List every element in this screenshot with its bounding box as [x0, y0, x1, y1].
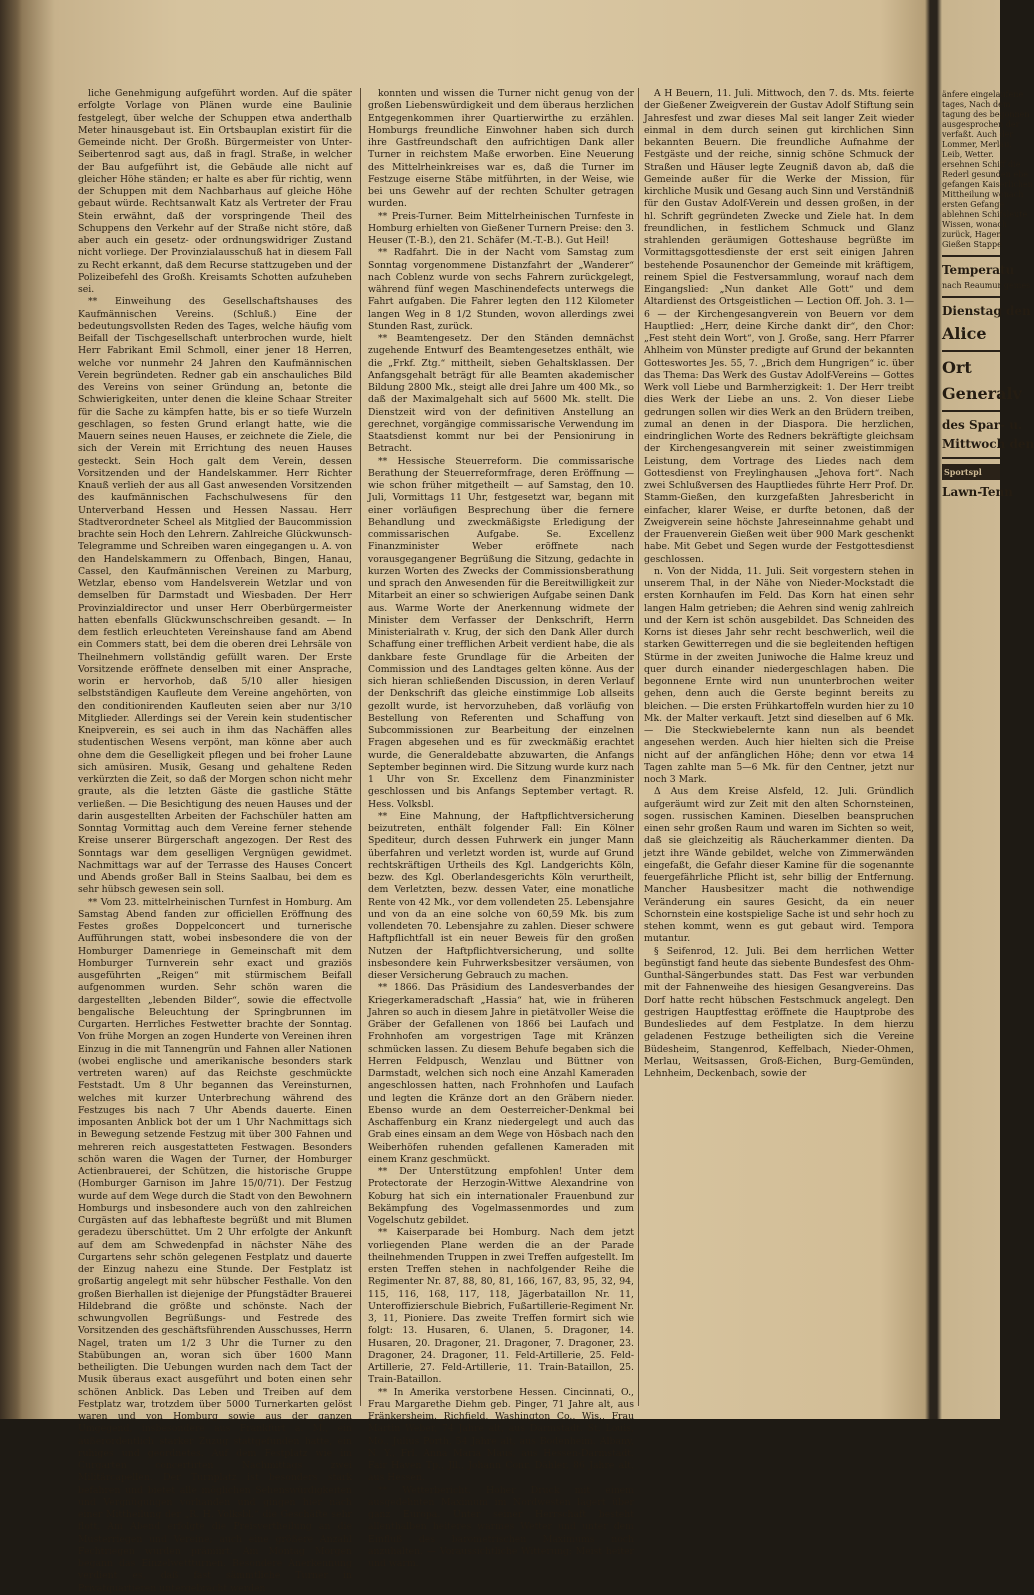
strip-line: ersehnen Schiff die [942, 160, 1021, 169]
strip-line: nach Reaumur gemes [942, 281, 1031, 290]
strip-line: ablehnen Schifsleute [942, 210, 1028, 219]
article-steuerreform: ** Hessische Steuerreform. Die commissarische Berathung der Steuerreformfrage, deren Eröffnung — wie schon früher mitgetheilt — auf Samstag, den 10. Juli, Vormittags 11 Uhr, festgesetzt war, begann mit einer vorläufigen Besprechung über die fernere Behandlung und zweckmäßigste Erledigung der commissarischen Aufgabe. Se. Excellenz Finanzminister Weber eröffnete nach vorausgegangener Begrüßung die Sitzung, gedachte in kurzen Worten des Zwecks der Commissionsberathung und sprach den Anwesenden für die Bereitwilligkeit zur Mitarbeit an einer so schwierigen Aufgabe seinen Dank aus. Warme Worte der Anerkennung widmete der Minister dem Verfasser der Denkschrift, Herrn Ministerialrath v. Krug, der sich den Dank Aller durch Schaffung einer trefflichen Arbeit verdient habe, die als dankbare feste Grundlage für die Arbeiten der Commission und des Landtages gelten könne. Aus der sich hieran schließenden Discussion, in deren Verlauf der Denkschrift das gleiche einstimmige Lob allseits gezollt wurde, ist hervorzuheben, daß vorläufig von Bestellung von Referenten und Schaffung von Subcommissionen zur Bearbeitung der einzelnen Fragen abgesehen und es für zweckmäßig erachtet wurde, die Generaldebatte abzuwarten, die Anfangs September beginnen wird. Die Sitzung wurde kurz nach 1 Uhr von Sr. Excellenz dem Finanzminister geschlossen und bis Anfangs September vertagt. R. Hess. Volksbl. [368, 455, 634, 810]
strip-line: Mittheilung wonach [942, 190, 1024, 199]
article-unterstuetzung: ** Der Unterstützung empfohlen! Unter dem Protectorate der Herzogin-Wittwe Alexandrine von Koburg hat sich ein internationaler Frauenbund zur Bekämpfung des Vogelmassenmordes und zum Vogelschutz gebildet. [368, 1166, 634, 1226]
strip-heading: Temperatu [942, 263, 1015, 277]
article-amerika: ** In Amerika verstorbene Hessen. Cincinnati, O., Frau Margarethe Diehm geb. Pinger, 71 Jahre alt, aus Fränkersheim. Richfield, Washington Co., Wis., Frau Martin Weber, 74 Jahre alt, aus Darmstadt. St. Louis, Mo., Julius Porth, 54 Jahre alt, aus Bodenheim. Albany, N. Y., Frl. Anna Maria Maus, aus Hessen-Darmstadt. Fair Haven Tp., Jll., Johann Conr. Dähler, 86 Jahre alt, aus Hessen. [368, 1386, 634, 1484]
strip-divider [942, 350, 1000, 352]
article-wetterbericht: ** Wetterbericht. Hoher Druck mit einem ausgedehnten Maximum im Nordwesten lagert über ganz Europa. Unter seiner Herrschaft besteht allenthalben heiteres warmes Wetter und unter dem Einfluß des barometrischen Maximums noch anzuhalten. — Voraussichtliche Witterung: Meist heiter und warm. [368, 1484, 634, 1569]
strip-line: Leib, Wetter. [942, 150, 994, 159]
strip-line: tagung des begonnen [942, 110, 1030, 119]
strip-heading: Ort [942, 358, 972, 377]
article-preis-turner: ** Preis-Turner. Beim Mittelrheinischen Turnfeste in Homburg erhielten von Gießener Turnern Preise: den 3. Heuser (T.-B.), den 21. Schäfer (M.-T.-B.). Gut Heil! [368, 210, 634, 246]
strip-heading: Sportspl [942, 464, 1000, 480]
article-beamtengesetz: ** Beamtengesetz. Der den Ständen demnächst zugehende Entwurf des Beamtengesetzes enthält, wie die „Frkf. Ztg.“ mittheilt, sieben Gehaltsklassen. Der Anfangsgehalt beträgt für alle Beamten akademischer Bildung 2800 Mk., steigt alle drei Jahre um 400 Mk., so daß der Maximalgehalt sich auf 5600 Mk. stellt. Die Dienstzeit wird von der definitiven Anstellung an gerechnet, vorgängige commissarische Verwendung im Staatsdienst kommt nur bei der Pensionirung in Betracht. [368, 333, 634, 455]
book-binding-shadow [0, 0, 22, 1419]
strip-line: Wissen, wonach [942, 220, 1008, 229]
strip-heading: des Spar- u. [942, 418, 1023, 432]
strip-divider [942, 255, 1000, 257]
strip-line: gefangen Kaiserlichen [942, 180, 1033, 189]
strip-ad-name: Alice [942, 324, 987, 343]
column-right [644, 88, 914, 1406]
strip-line: Gießen Stappe [942, 240, 1002, 249]
article-mahnung: ** Eine Mahnung, der Haftpflichtversicherung beizutreten, enthält folgender Fall: Ein Kölner Spediteur, durch dessen Fuhrwerk ein junger Mann überfahren und verletzt worden ist, wurde auf Grund rechtskräftigen Urtheils des Kgl. Landgerichts Köln, bezw. des Kgl. Oberlandesgerichts Köln verurtheilt, dem Verletzten, bezw. dessen Vater, eine monatliche Rente von 42 Mk., vor dem vollendeten 25. Lebensjahre und von da an eine solche von 60,59 Mk. bis zum vollendeten 70. Lebensjahre zu zahlen. Dieser schwere Haftpflichtfall ist ein neuer Beweis für den großen Nutzen der Haftpflichtversicherung, und sollte insbesondere kein Fuhrwerksbesitzer versäumen, von dieser Versicherung Gebrauch zu machen. [368, 810, 634, 981]
strip-divider [942, 457, 1000, 459]
strip-divider [942, 296, 1000, 298]
strip-heading: Dienstag den [942, 304, 1031, 318]
strip-line: zurück, Hagen [942, 230, 1002, 239]
article-kaiserparade: ** Kaiserparade bei Homburg. Nach dem jetzt vorliegenden Plane werden die an der Parade theilnehmenden Truppen in zwei Treffen aufgestellt. Im ersten Treffen stehen in nachfolgender Reihe die Regimenter Nr. 87, 88, 80, 81, 166, 167, 83, 95, 32, 94, 115, 116, 168, 117, 118, Jägerbataillon Nr. 11, Unteroffizierschule Biebrich, Fußartillerie-Regiment Nr. 3, 11, Pioniere. Das zweite Treffen formirt sich wie folgt: 13. Husaren, 6. Ulanen, 5. Dragoner, 14. Husaren, 20. Dragoner, 21. Dragoner, 7. Dragoner, 23. Dragoner, 24. Dragoner, 11. Feld-Artillerie, 25. Feld-Artillerie, 27. Feld-Artillerie, 11. Train-Bataillon, 25. Train-Bataillon. [368, 1227, 634, 1386]
column-left [78, 88, 352, 1594]
strip-line: änfere eingelaufene [942, 90, 1024, 99]
article-turnfest-homburg: ** Vom 23. mittelrheinischen Turnfest in Homburg. Am Samstag Abend fanden zur officiellen Eröffnung des Festes großes Doppelconcert und turnerische Aufführungen statt, wobei insbesondere die von der Homburger Damenriege in Gemeinschaft mit dem Homburger Turnverein sehr exact und graziös ausgeführten „Reigen“ mit stürmischem Beifall aufgenommen wurden. Sehr schön waren die dargestellten „lebenden Bilder“, sowie die effectvolle bengalische Beleuchtung der Springbrunnen im Curgarten. Herrliches Festwetter brachte der Sonntag. Von frühe Morgen an zogen Hunderte von Vereinen ihren Einzug in die mit Tannengrün und Fahnen aller Nationen (wobei englische und amerikanische besonders stark vertreten waren) auf das Reichste geschmückte Feststadt. Um 8 Uhr begannen das Vereinsturnen, welches mit kurzer Unterbrechung während des Festzuges bis nach 7 Uhr Abends dauerte. Einen imposanten Anblick bot der um 1 Uhr Nachmittags sich in Bewegung setzende Festzug mit über 300 Fahnen und mehreren reich ausgestatteten Festwagen. Besonders schön waren die Wagen der Turner, der Homburger Actienbrauerei, der Schützen, die historische Gruppe (Homburger Garnison im Jahre 15/0/71). Der Festzug wurde auf dem Wege durch die Stadt von den Bewohnern Homburgs und insbesondere auch von den zahlreichen Curgästen auf das lebhafteste begrüßt und mit Blumen geradezu überschüttet. Um 2 Uhr erfolgte der Ankunft auf dem am Schwedenpfad in nächster Nähe des Curgartens sehr schön gelegenen Festplatz und dauerte der Einzug nahezu eine Stunde. Der Festplatz ist großartig angelegt mit sehr hübscher Festhalle. Von den großen Bierhallen ist diejenige der Pfungstädter Brauerei Hildebrand die größte und schönste. Nach der schwungvollen Begrüßungs- und Festrede des Vorsitzenden des geschäftsführenden Ausschusses, Herrn Nagel, traten um 1/2 3 Uhr die Turner zu den Stabübungen an, woran sich über 1600 Mann betheiligten. Die Uebungen wurden nach dem Tact der Musik überaus exact ausgeführt und boten einen sehr schönen Anblick. Das Leben und Treiben auf dem Festplatz war, trotzdem über 5000 Turnerkarten gelöst waren und von Homburg sowie aus der ganzen Umgegend, insbesondere aus Frankfurt a. M., ein außerordentlich starker Zuzug stattgefunden hatte, ein ruhiges und geordnetes. Auf dem Festplatz wie im Curgarten concertirten Nachmittags zwei Militärcapellen. Der Turnplatz ist besonders stark befahren und bietet alle möglichen Sehenswürdigkeiten und Vergnügungen vorhanden und gingen hier nach einer Mittheilung der „R. H. Volksbl.“ die Geschäfte sehr flott. Am Abend erfolgte die Preisvertheilung an die Musterriegen und Vereine; auch eine größere Anzahl Fechtriegen wurden prämiirt. Am Montag Morgen begann das Einzelwettturnen. Besondere Anerkennung verdient es, daß fast sämmtliche Turner in Privatquartieren untergebracht werden [78, 896, 352, 1594]
strip-heading: Generalv [942, 384, 1022, 403]
strip-line: ausgesprochen der [942, 120, 1020, 129]
column-middle [368, 88, 634, 1569]
adjacent-page-strip [942, 90, 1034, 1400]
article-nidda: n. Von der Nidda, 11. Juli. Seit vorgestern stehen in unserem Thal, in der Nähe von Nieder-Mockstadt die ersten Kornhaufen im Feld. Das Korn hat einen sehr langen Halm getrieben; die Aehren sind wenig zahlreich und der Kern ist schön ausgebildet. Das Schneiden des Korns ist dieses Jahr sehr recht beschwerlich, weil die starken Gewitterregen und die sie begleitenden heftigen Stürme in der zweiten Juniwoche die Halme kreuz und quer durch einander niedergeschlagen haben. Die begonnene Ernte wird nun ununterbrochen weiter gehen, denn auch die Gerste beginnt bereits zu bleichen. — Die ersten Frühkartoffeln wurden hier zu 10 Mk. der Malter verkauft. Jetzt sind dieselben auf 6 Mk. — Die Steckwiebelernte kann nun als beendet angesehen werden. Auch hier hielten sich die Preise nicht auf der anfänglichen Höhe; denn vor etwa 14 Tagen zahlte man 5—6 Mk. für den Centner, jetzt nur noch 3 Mark. [644, 565, 914, 785]
article-seifenrod: § Seifenrod, 12. Juli. Bei dem herrlichen Wetter begünstigt fand heute das siebente Bundesfest des Ohm-Gunthal-Sängerbundes statt. Das Fest war verbunden mit der Fahnenweihe des hiesigen Gesangvereins. Das Dorf hatte recht hübschen Festschmuck angelegt. Den gestrigen Hauptfesttag eröffnete die Hauptprobe des Bundesliedes auf dem Festplatze. In dem hierzu geladenen Festzuge betheiligten sich die Vereine Büdesheim, Stangenrod, Keffelbach, Nieder-Ohmen, Merlau, Weitsassen, Groß-Eichen, Burg-Gemünden, Lehnheim, Deckenbach, sowie der [644, 945, 914, 1079]
column-divider [638, 88, 639, 1406]
strip-divider [942, 410, 1000, 412]
strip-heading: Mittwoch den [942, 437, 1034, 451]
column-divider [360, 88, 361, 1406]
article-text: liche Genehmigung aufgeführt worden. Auf die später erfolgte Vorlage von Plänen wurde eine Baulinie festgelegt, über welche der Schuppen etwa anderthalb Meter hinausgebaut ist. Ein Ortsbauplan existirt für die Gemeinde nicht. Der Großh. Bürgermeister von Unter-Seibertenrod sagt aus, daß in fragl. Straße, in welcher der Bau aufgeführt ist, die Gebäude alle nicht auf gleicher Höhe ständen; er halte es aber für richtig, wenn der Schuppen mit dem Nachbarhaus auf gleiche Höhe gebaut würde. Rechtsanwalt Katz als Vertreter der Frau Stein erwähnt, daß der vorspringende Theil des Schuppens den Verkehr auf der Straße nicht störe, daß aber auch ein gesetz- oder ordnungswidriger Zustand nicht vorliege. Der Provinzialausschuß hat in diesem Fall zu Recht erkannt, daß dem Recurse stattzugeben und der Polizeibefehl des Großh. Kreisamts Schotten aufzuheben sei. [78, 88, 352, 295]
article-radfahrt: ** Radfahrt. Die in der Nacht vom Samstag zum Sonntag vorgenommene Distanzfahrt der „Wanderer“ nach Coblenz wurde von sechs Fahrern zurückgelegt, während fünf wegen Maschinendefects unterwegs die Fahrt aufgaben. Die Fahrer legten den 112 Kilometer langen Weg in 8 1/2 Stunden, wovon allerdings zwei Stunden Rast, zurück. [368, 247, 634, 332]
strip-line: Lommer, Merlau, [942, 140, 1012, 149]
strip-line: ersten Gefange [942, 200, 1005, 209]
article-1866: ** 1866. Das Präsidium des Landesverbandes der Kriegerkameradschaft „Hassia“ hat, wie in früheren Jahren so auch in diesem Jahre in pietätvoller Weise die Gräber der Gefallenen von 1866 bei Laufach und Frohnhofen am vorgestrigen Tage mit Kränzen schmücken lassen. Zu diesem Behufe begaben sich die Herren Feldpusch, Wenzlau und Büttner von Darmstadt, welchen sich noch eine Anzahl Kameraden angeschlossen hatten, nach Frohnhofen und Laufach und legten die Kränze dort an den Gräbern nieder. Ebenso wurde an dem Oesterreicher-Denkmal bei Aschaffenburg ein Kranz niedergelegt und auch das Grab eines einsam an dem Wege von Hösbach nach den Weiberhöfen ruhenden gefallenen Kameraden mit einem Kranz geschmückt. [368, 982, 634, 1165]
strip-line: verfaßt. Auch der [942, 130, 1014, 139]
article-text: konnten und wissen die Turner nicht genug von der großen Liebenswürdigkeit und dem überaus herzlichen Entgegenkommen ihrer Quartierwirthe zu erzählen. Homburgs freundliche Einwohner haben sich durch ihre Gastfreundschaft den aufrichtigen Dank aller Turner in reichstem Maße erworben. Eine Neuerung des Mittelrheinkreises war es, daß die Turner im Festzuge eiserne Stäbe mitführten, in der Weise, wie bei uns Gewehr auf der rechten Schulter getragen wurden. [368, 88, 634, 210]
article-gesellschaftshaus: ** Einweihung des Gesellschaftshauses des Kaufmännischen Vereins. (Schluß.) Eine der bedeutungsvollsten Reden des Tages, welche häufig vom Beifall der Tischgesellschaft unterbrochen wurde, hielt Herr Fabrikant Emil Schmoll, einer jener 18 Herren, welche vor nunmehr 24 Jahren den Kaufmännischen Verein begründeten. Redner gab ein anschauliches Bild des Vereins von seiner Gründung an, betonte die Schwierigkeiten, unter denen die kleine Schaar Streiter für die Sache zu kämpfen hatte, bis er so tiefe Wurzeln geschlagen, so festen Grund erlangt hatte, wie die Mauern seines neuen Hauses, er zeichnete die Ziele, die sich der Verein mit Errichtung des neuen Hauses gesteckt. Sein Hoch galt dem Verein, dessen Vorsitzenden und der Handelskammer. Herr Richter Knauß verlieh der aus all Gast anwesenden Vorsitzenden des kaufmännischen Fachschulwesens für den Unterverband Hessen und Hessen Nassau. Herr Stadtverordneter Scheel als Mitglied der Baucommission brachte sein Hoch den Lehrern. Zahlreiche Glückwunsch-Telegramme und Schreiben waren eingegangen u. A. von den Handelskammern zu Offenbach, Bingen, Hanau, Cassel, den Kaufmännischen Vereinen zu Marburg, Wetzlar, ebenso vom Handelsverein Wetzlar und von demselben für Darmstadt und Wiesbaden. Der Herr Provinzialdirector und unser Herr Oberbürgermeister hatten ebenfalls Glückwunschschreiben gesandt. — In dem festlich erleuchteten Vereinshause fand am Abend ein Commers statt, bei dem die oberen drei Lehrsäle von Theilnehmern vollständig gefüllt waren. Der Erste Vorsitzende eröffnete denselben mit einer Ansprache, worin er hervorhob, daß 5/10 aller hiesigen selbstständigen Kaufleute dem Vereine angehörten, von den conditionirenden Kaufleuten seien aber nur 3/10 Mitglieder. Allerdings sei der Verein kein studentischer Kneipverein, es sei auch in ihm das Nachäffen alles studentischen Wesens verpönt, man könne aber auch ohne dem die Geselligkeit pflegen und bei froher Laune sich amüsiren. Musik, Gesang und gehaltene Reden verkürzten die Zeit, so daß der Morgen schon nicht mehr graute, als die letzten Gäste die gastliche Stätte verließen. — Die Besichtigung des neuen Hauses und der darin ausgestellten Arbeiten der Fachschüler hatten am Sonntag Vormittag auch dem Vereine ferner stehende Kreise unserer Bürgerschaft angezogen. Der Rest des Sonntags war dem geselligen Vergnügen gewidmet. Nachmittags war auf der Terrasse des Hauses Concert und Abends großer Ball in Steins Saalbau, bei dem es sehr hübsch gewesen sein soll. [78, 296, 352, 896]
article-alsfeld: Δ Aus dem Kreise Alsfeld, 12. Juli. Gründlich aufgeräumt wird zur Zeit mit den alten Schornsteinen, sogen. russischen Kaminen. Dieselben beanspruchen einen sehr großen Raum und waren im Sichten so weit, daß sie gleichzeitig als Räucherkammer dienten. Da jetzt ihre Wände gebildet, welche von Zimmerwänden eingefaßt, die Gefahr dieser Kamine für die sogenannte feuergefährliche Pflicht ist, sehr billig der Entfernung. Mancher Hausbesitzer macht die nothwendige Veränderung ein saures Gesicht, da ein neuer Schornstein eine kostspielige Sache ist und sehr hoch zu stehen kommt, wenn es gut gebaut wird. Tempora mutantur. [644, 786, 914, 945]
strip-line: tages, Nach dem [942, 100, 1011, 109]
strip-heading: Lawn-Tenn [942, 485, 1013, 499]
strip-line: Rederl gesunden ebe [942, 170, 1028, 179]
article-beuern: A H Beuern, 11. Juli. Mittwoch, den 7. ds. Mts. feierte der Gießener Zweigverein der Gustav Adolf Stiftung sein Jahresfest und zwar dieses Mal seit langer Zeit wieder einmal in dem durch seinen gut kirchlichen Sinn bekannten Beuern. Die freundliche Aufnahme der Festgäste und der reiche, sinnig schöne Schmuck der Straßen und Häuser legte Zeugniß davon ab, daß die Gemeinde außer für die Werke der Mission, für kirchliche Musik und Gesang auch Sinn und Verständniß für den Gustav Adolf-Verein und dessen großen, in der hl. Schrift gegründeten Zwecke und Ziele hat. In dem freundlichen, in festlichem Schmuck und Glanz strahlenden geräumigen Gotteshause begrüßte im Vormittagsgottesdienste der erst seit einigen Jahren bestehende Posaunenchor der Gemeinde mit kräftigem, reinem Spiel die Festversammlung, worauf nach dem Eingangslied: „Nun danket Alle Gott“ und dem Altardienst des Ortsgeistlichen — Lection Off. Joh. 3. 1—6 — der Kirchengesangverein von Beuern vor dem Hauptlied: „Herr, deine Kirche dankt dir“, den Chor: „Fest steht dein Wort“, von J. Große, sang. Herr Pfarrer Ahlheim von Münster predigte auf Grund der bekannten Gotteswortes Jes. 55, 7. „Brich dem Hungrigen“ ic. über das Thema: Das Werk des Gustav Adolf-Vereins — Gottes Werk voll Liebe und Barmherzigkeit: 1. Der Herr treibt dies Werk der Liebe an uns. 2. Von dieser Liebe gedrungen sollen wir dies Werk an den Brüdern treiben, zumal an denen in der Diaspora. Die herzlichen, eindringlichen Worte des Redners bekräftigte gleichsam der Kirchengesangverein mit seiner zweistimmigen Leistung, dem Vortrage des Liedes nach dem Gottesdienst von Freylinghausen „Jehova fort“. Nach zwei Schlußversen des Hauptliedes führte Herr Prof. Dr. Stamm-Gießen, den kurzgefaßten Jahresbericht in einfacher, klarer Weise, er durfte betonen, daß der Zweigverein seine höchste Jahreseinnahme gehabt und der Frauenverein Gießen weit über 900 Mark geschenkt habe. Mit Gebet und Segen wurde der Festgottesdienst geschlossen. [644, 88, 914, 565]
